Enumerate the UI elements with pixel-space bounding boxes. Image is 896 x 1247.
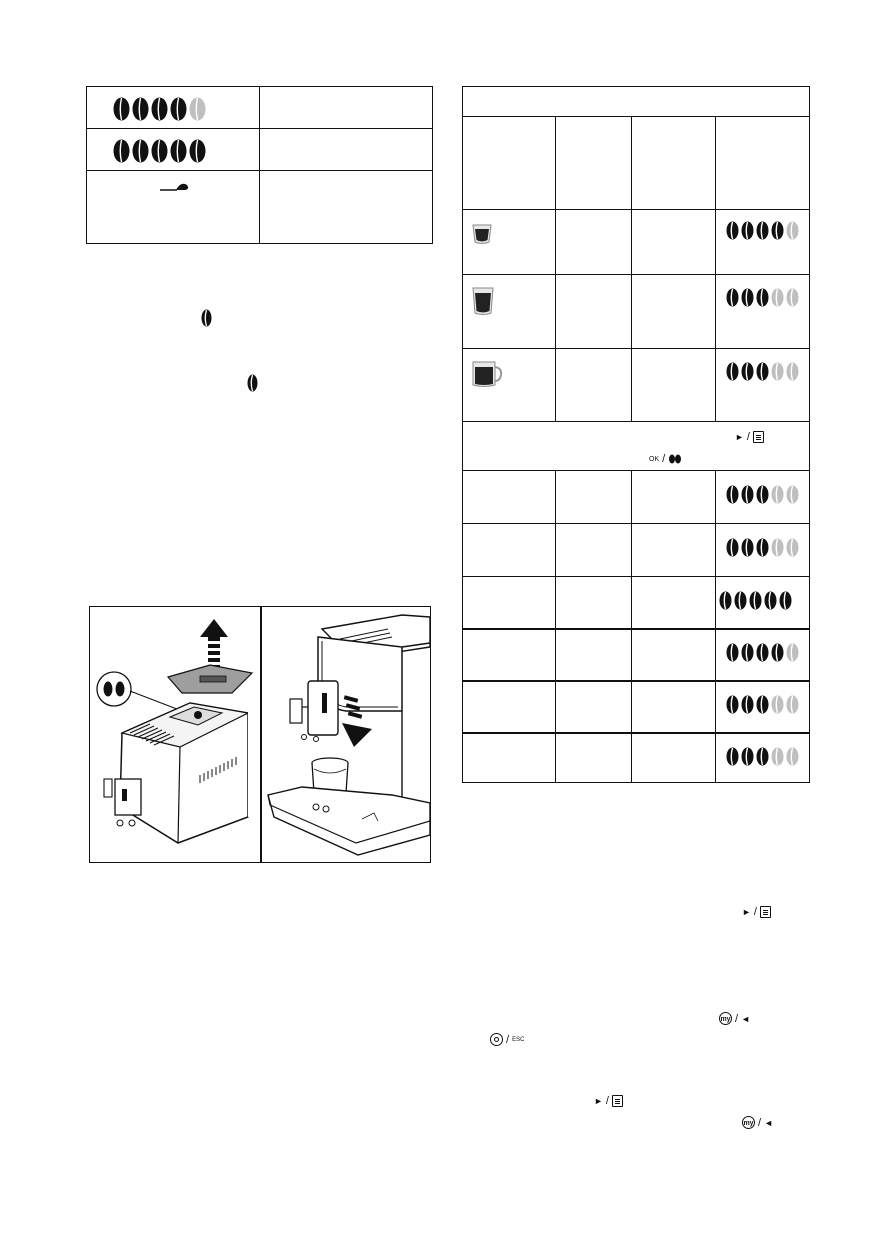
bean-empty-icon [771,485,784,504]
table-cell [555,680,632,734]
bean-filled-icon [756,485,769,504]
table-row [462,348,556,422]
bean-filled-icon [756,695,769,714]
bean-empty-icon [771,747,784,766]
bean-filled-icon [151,139,168,163]
bean-filled-icon [741,221,754,240]
table-row [462,576,556,630]
bean-filled-icon [741,643,754,662]
bean-filled-icon [132,97,149,121]
bean-filled-icon [113,97,130,121]
coffee-bean-icon [201,309,212,327]
slash-separator: / [506,1033,510,1046]
bean-filled-icon [132,139,149,163]
table-row [462,732,556,783]
table-cell [715,348,810,422]
bean-filled-icon [741,288,754,307]
bean-empty-icon [786,747,799,766]
bean-filled-icon [726,747,739,766]
menu-icon [612,1095,623,1107]
table-cell [715,628,810,682]
table-cell [715,680,810,734]
table-note-row [462,421,810,471]
bean-filled-icon [726,288,739,307]
table-cell [631,680,716,734]
table-cell [631,576,716,630]
bean-filled-icon [756,221,769,240]
bean-filled-icon [726,643,739,662]
slash-separator: / [758,1116,762,1129]
table-row [462,628,556,682]
table-cell [555,274,632,349]
table-cell [86,86,260,129]
strength-beans [113,139,206,163]
menu-icon [753,431,764,443]
coffee-cup-icon [471,285,495,317]
table-cell [715,470,810,524]
button-legend [735,431,764,443]
bean-filled-icon [741,485,754,504]
table-cell [631,209,716,275]
bean-filled-icon [113,139,130,163]
back-icon: ◄ [741,1013,750,1024]
bean-filled-icon [779,591,792,610]
button-legend [649,453,682,465]
bean-filled-icon [756,643,769,662]
bean-empty-icon [771,288,784,307]
bean-filled-icon [741,538,754,557]
slash-separator: / [605,1095,609,1107]
table-cell [631,732,716,783]
button-legend [742,1116,773,1129]
power-icon [490,1033,503,1046]
slash-separator: / [746,431,750,443]
bean-filled-icon [764,591,777,610]
strength-beans [113,97,206,121]
mug-icon [471,359,503,389]
bean-empty-icon [786,695,799,714]
menu-icon [760,906,771,918]
table-cell [555,576,632,630]
strength-beans [719,591,792,610]
table-cell [86,128,260,171]
bean-filled-icon [719,591,732,610]
table-cell [86,170,260,244]
bean-filled-icon [170,139,187,163]
table-cell [631,628,716,682]
table-row [462,209,556,275]
bean-filled-icon [756,747,769,766]
table-row [462,470,556,524]
bean-filled-icon [771,221,784,240]
strength-beans [726,643,799,662]
bean-lid-removal-drawing [90,607,260,862]
play-icon: ► [735,432,744,442]
slash-separator: / [735,1012,739,1025]
bean-empty-icon [771,695,784,714]
bean-empty-icon [771,362,784,381]
ok-icon: OK [649,455,660,463]
strength-beans [726,485,799,504]
bean-filled-icon [756,288,769,307]
strength-beans [726,538,799,557]
bean-filled-icon [741,747,754,766]
table-cell [715,209,810,275]
table-cell [715,274,810,349]
button-legend [719,1012,750,1025]
bean-filled-icon [189,139,206,163]
table-row [462,274,556,349]
column-header [462,116,556,210]
column-header [555,116,632,210]
bean-filled-icon [726,362,739,381]
table-cell [555,470,632,524]
column-header [715,116,810,210]
bean-filled-icon [749,591,762,610]
bean-filled-icon [726,485,739,504]
scoop-icon [159,180,191,194]
strength-beans [726,747,799,766]
my-icon: my [719,1012,732,1025]
coffee-bean-icon [247,374,258,392]
strength-beans [726,288,799,307]
table-cell [259,128,433,171]
play-icon: ► [742,907,751,917]
table-cell [555,732,632,783]
bean-filled-icon [726,221,739,240]
bean-filled-icon [151,97,168,121]
table-cell [715,732,810,783]
table-cell [555,628,632,682]
table-row [462,523,556,577]
table-cell [555,209,632,275]
table-header [462,86,810,117]
bean-empty-icon [189,97,206,121]
button-legend [490,1033,524,1046]
bean-filled-icon [734,591,747,610]
strength-beans [726,695,799,714]
bean-filled-icon [726,695,739,714]
slash-separator: / [662,453,666,465]
table-cell [259,170,433,244]
bean-empty-icon [786,538,799,557]
table-cell [259,86,433,129]
double-bean-icon [668,454,682,464]
bean-empty-icon [786,643,799,662]
bean-filled-icon [170,97,187,121]
bean-filled-icon [726,538,739,557]
machine-illustration [89,606,431,863]
table-cell [715,523,810,577]
bean-filled-icon [756,362,769,381]
slash-separator: / [753,906,757,918]
bean-empty-icon [786,485,799,504]
table-cell [631,523,716,577]
bean-filled-icon [756,538,769,557]
play-icon: ► [594,1096,603,1106]
espresso-cup-icon [471,222,493,246]
table-cell [555,348,632,422]
table-row [462,680,556,734]
table-cell [631,470,716,524]
button-legend [742,906,771,918]
strength-beans [726,221,799,240]
bean-filled-icon [741,362,754,381]
bean-filled-icon [741,695,754,714]
esc-icon: ESC [512,1036,525,1043]
table-cell [631,348,716,422]
bean-empty-icon [786,221,799,240]
strength-beans [726,362,799,381]
bean-empty-icon [771,538,784,557]
table-cell [631,274,716,349]
bean-empty-icon [786,288,799,307]
table-cell [715,576,810,630]
bean-filled-icon [771,643,784,662]
column-header [631,116,716,210]
coffee-dispensing-drawing [262,607,430,862]
back-icon: ◄ [764,1117,773,1128]
bean-empty-icon [786,362,799,381]
my-icon: my [742,1116,755,1129]
table-cell [555,523,632,577]
button-legend [594,1095,623,1107]
